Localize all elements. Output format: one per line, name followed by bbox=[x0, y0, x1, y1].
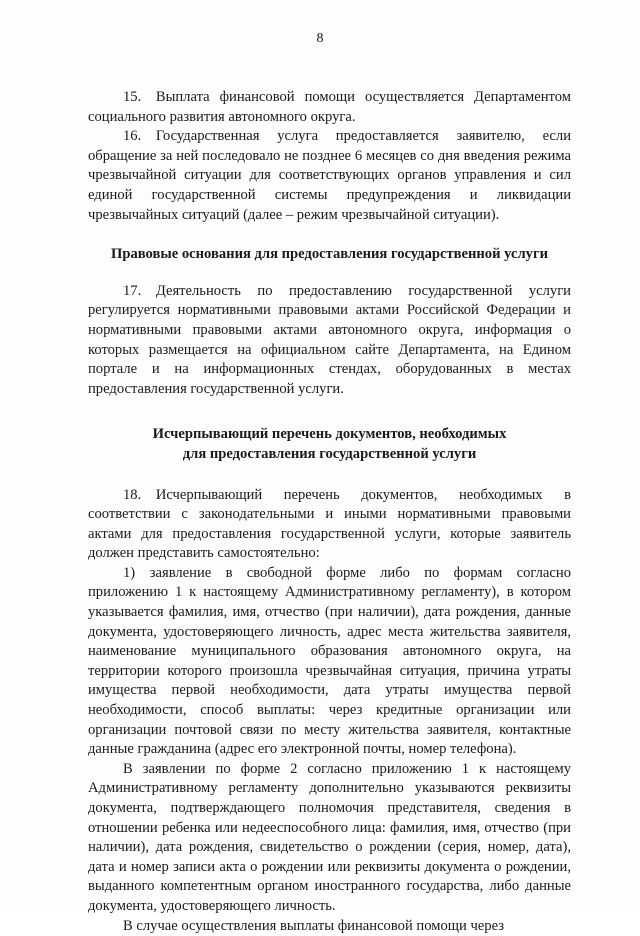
page-number: 8 bbox=[316, 31, 324, 46]
paragraph-payment-method: В случае осуществления выплаты финансовой помощи через bbox=[123, 917, 504, 934]
paragraph-form-2: В заявлении по форме 2 согласно приложению 1 к настоящему Административному регламенту дополнительно указываются реквизиты документа, подтверждающего полномочия представителя, сведения в отношении ребенка или недееспособного лица: фамилия, имя, отчество (при наличии), дата рождения, свидетельство о рождении (серия, номер, дата), дата и номер записи акта о рождении или реквизиты документа о рождении, выданного компетентным органом иностранного государства, либо данные документа, удостоверяющего личность. bbox=[88, 760, 571, 914]
paragraph-15: 15. Выплата финансовой помощи осуществляется Департаментом социального развития автономного округа. bbox=[88, 89, 571, 125]
document-body bbox=[88, 88, 571, 936]
heading-documents-list bbox=[88, 425, 571, 464]
paragraph-18: 18. Исчерпывающий перечень документов, необходимых в соответствии с законодательными и иными нормативными правовыми актами для предоставления государственной услуги, которые заявитель должен представить самостоятельно: bbox=[88, 486, 571, 562]
heading-documents-line-2: для предоставления государственной услуги bbox=[182, 445, 477, 462]
paragraph-17: 17. Деятельность по предоставлению государственной услуги регулируется нормативными правовыми актами Российской Федерации и нормативными правовыми актами автономного округа, информация о которых размещается на официальном сайте Департамента, на Едином портале и на информационных стендах, оборудованных в местах предоставления государственной услуги. bbox=[88, 282, 571, 397]
heading-legal-basis: Правовые основания для предоставления государственной услуги bbox=[110, 246, 548, 263]
heading-documents-line-1: Исчерпывающий перечень документов, необходимых bbox=[152, 426, 507, 443]
paragraph-18-item-1: 1) заявление в свободной форме либо по формам согласно приложению 1 к настоящему Административному регламенту), в котором указывается фамилия, имя, отчество (при наличии), дата рождения, данные документа, удостоверяющего личность, адрес места жительства заявителя, наименование муниципального образования автономного округа, на территории которого произошла чрезвычайная ситуация, причина утраты имущества первой необходимости, дата утраты имущества первой необходимости, способ выплаты: через кредитные организации или организации почтовой связи по месту жительства заявителя, контактные данные гражданина (адрес его электронной почты, номер телефона). bbox=[88, 564, 571, 758]
paragraph-16: 16. Государственная услуга предоставляется заявителю, если обращение за ней последовало не позднее 6 месяцев со дня введения режима чрезвычайной ситуации для соответствующих органов управления и сил единой государственной системы предупреждения и ликвидации чрезвычайных ситуаций (далее – режим чрезвычайной ситуации). bbox=[88, 128, 571, 223]
